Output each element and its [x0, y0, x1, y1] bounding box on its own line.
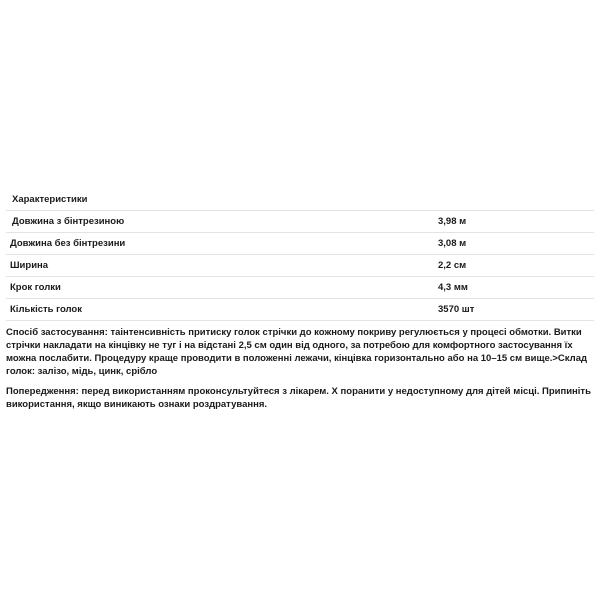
spec-value: 3570 шт — [438, 304, 475, 315]
spec-row-needle-count — [6, 299, 594, 321]
specifications-header — [6, 188, 594, 211]
spec-row-width — [6, 255, 594, 277]
specifications-table — [6, 188, 594, 321]
spec-row-needle-step — [6, 277, 594, 299]
spec-name: Крок голки — [10, 282, 61, 293]
spec-name: Довжина з бінтрезиною — [12, 216, 125, 227]
spec-value: 3,98 м — [438, 216, 467, 227]
spec-value: 3,08 м — [438, 238, 467, 249]
usage-instructions: Спосіб застосування: таінтенсивність притиску голок стрічки до кожному покриву регулюється у процесі обмотки. Витки стрічки накладати на кінцівку не туг і на відстані 2,5 см один від одного, за потребою для комфортного застосування їх можна послабити. Процедуру краще проводити в положенні лежачи, кінцівка горизонтально або на 10–15 см вище.>Склад голок: залізо, мідь, цинк, срібло — [6, 327, 588, 377]
spec-value: 4,3 мм — [438, 282, 468, 293]
spec-name: Довжина без бінтрезини — [10, 238, 126, 249]
spec-row-length-without-bintrezina — [6, 233, 594, 255]
spec-value: 2,2 см — [438, 260, 467, 271]
spec-name: Кількість голок — [10, 304, 82, 315]
warning-text: Попередження: перед використанням проконсультуйтеся з лікарем. Х поранити у недоступному для дітей місці. Припиніть використання, якщо виникають ознаки роздратування. — [6, 386, 591, 410]
spec-row-length-with-bintrezina — [6, 211, 594, 233]
specifications-title: Характеристики — [12, 193, 88, 205]
spec-name: Ширина — [10, 260, 49, 271]
